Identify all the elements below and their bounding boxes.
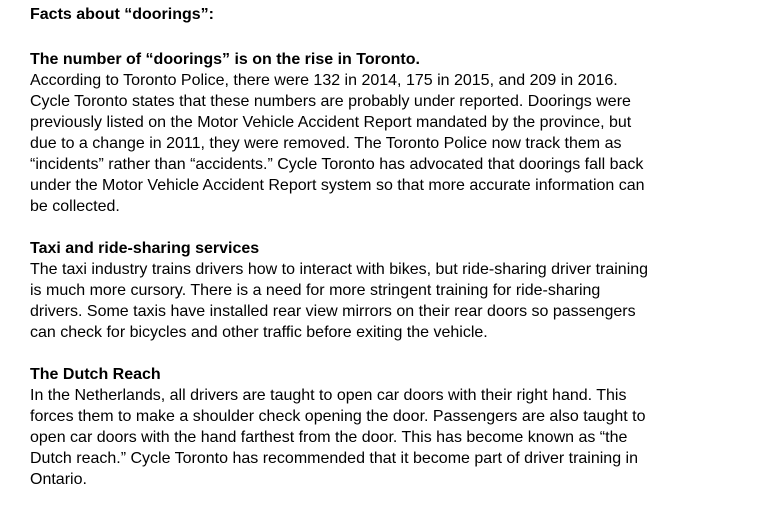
paragraph-line: In the Netherlands, all drivers are taught to open car doors with their right hand. This xyxy=(30,387,627,404)
section-taxi-ride-sharing xyxy=(30,238,740,343)
paragraph-line: due to a change in 2011, they were removed. The Toronto Police now track them as xyxy=(30,135,622,152)
section-paragraph xyxy=(30,385,740,490)
paragraph-line: Ontario. xyxy=(30,471,87,488)
document-body xyxy=(30,4,740,511)
paragraph-line: is much more cursory. There is a need for more stringent training for ride-sharing xyxy=(30,282,601,299)
paragraph-line: previously listed on the Motor Vehicle Accident Report mandated by the province, but xyxy=(30,114,632,131)
paragraph-line: “incidents” rather than “accidents.” Cycle Toronto has advocated that doorings fall back xyxy=(30,156,644,173)
section-paragraph xyxy=(30,70,740,217)
paragraph-line: can check for bicycles and other traffic before exiting the vehicle. xyxy=(30,324,488,341)
section-doorings-rise xyxy=(30,49,740,217)
paragraph-line: Cycle Toronto states that these numbers are probably under reported. Doorings were xyxy=(30,93,631,110)
section-dutch-reach xyxy=(30,364,740,490)
section-paragraph xyxy=(30,259,740,343)
paragraph-line: According to Toronto Police, there were 132 in 2014, 175 in 2015, and 209 in 2016. xyxy=(30,72,618,89)
paragraph-line: under the Motor Vehicle Accident Report system so that more accurate information can xyxy=(30,177,645,194)
paragraph-line: Dutch reach.” Cycle Toronto has recommended that it become part of driver training in xyxy=(30,450,638,467)
paragraph-line: The taxi industry trains drivers how to interact with bikes, but ride-sharing driver training xyxy=(30,261,649,278)
section-heading: The Dutch Reach xyxy=(30,366,161,383)
document-title: Facts about “doorings”: xyxy=(30,6,214,23)
section-heading: The number of “doorings” is on the rise in Toronto. xyxy=(30,51,420,68)
paragraph-line: drivers. Some taxis have installed rear view mirrors on their rear doors so passengers xyxy=(30,303,636,320)
section-heading: Taxi and ride-sharing services xyxy=(30,240,260,257)
paragraph-line: open car doors with the hand farthest from the door. This has become known as “the xyxy=(30,429,628,446)
paragraph-line: forces them to make a shoulder check opening the door. Passengers are also taught to xyxy=(30,408,646,425)
paragraph-line: be collected. xyxy=(30,198,120,215)
